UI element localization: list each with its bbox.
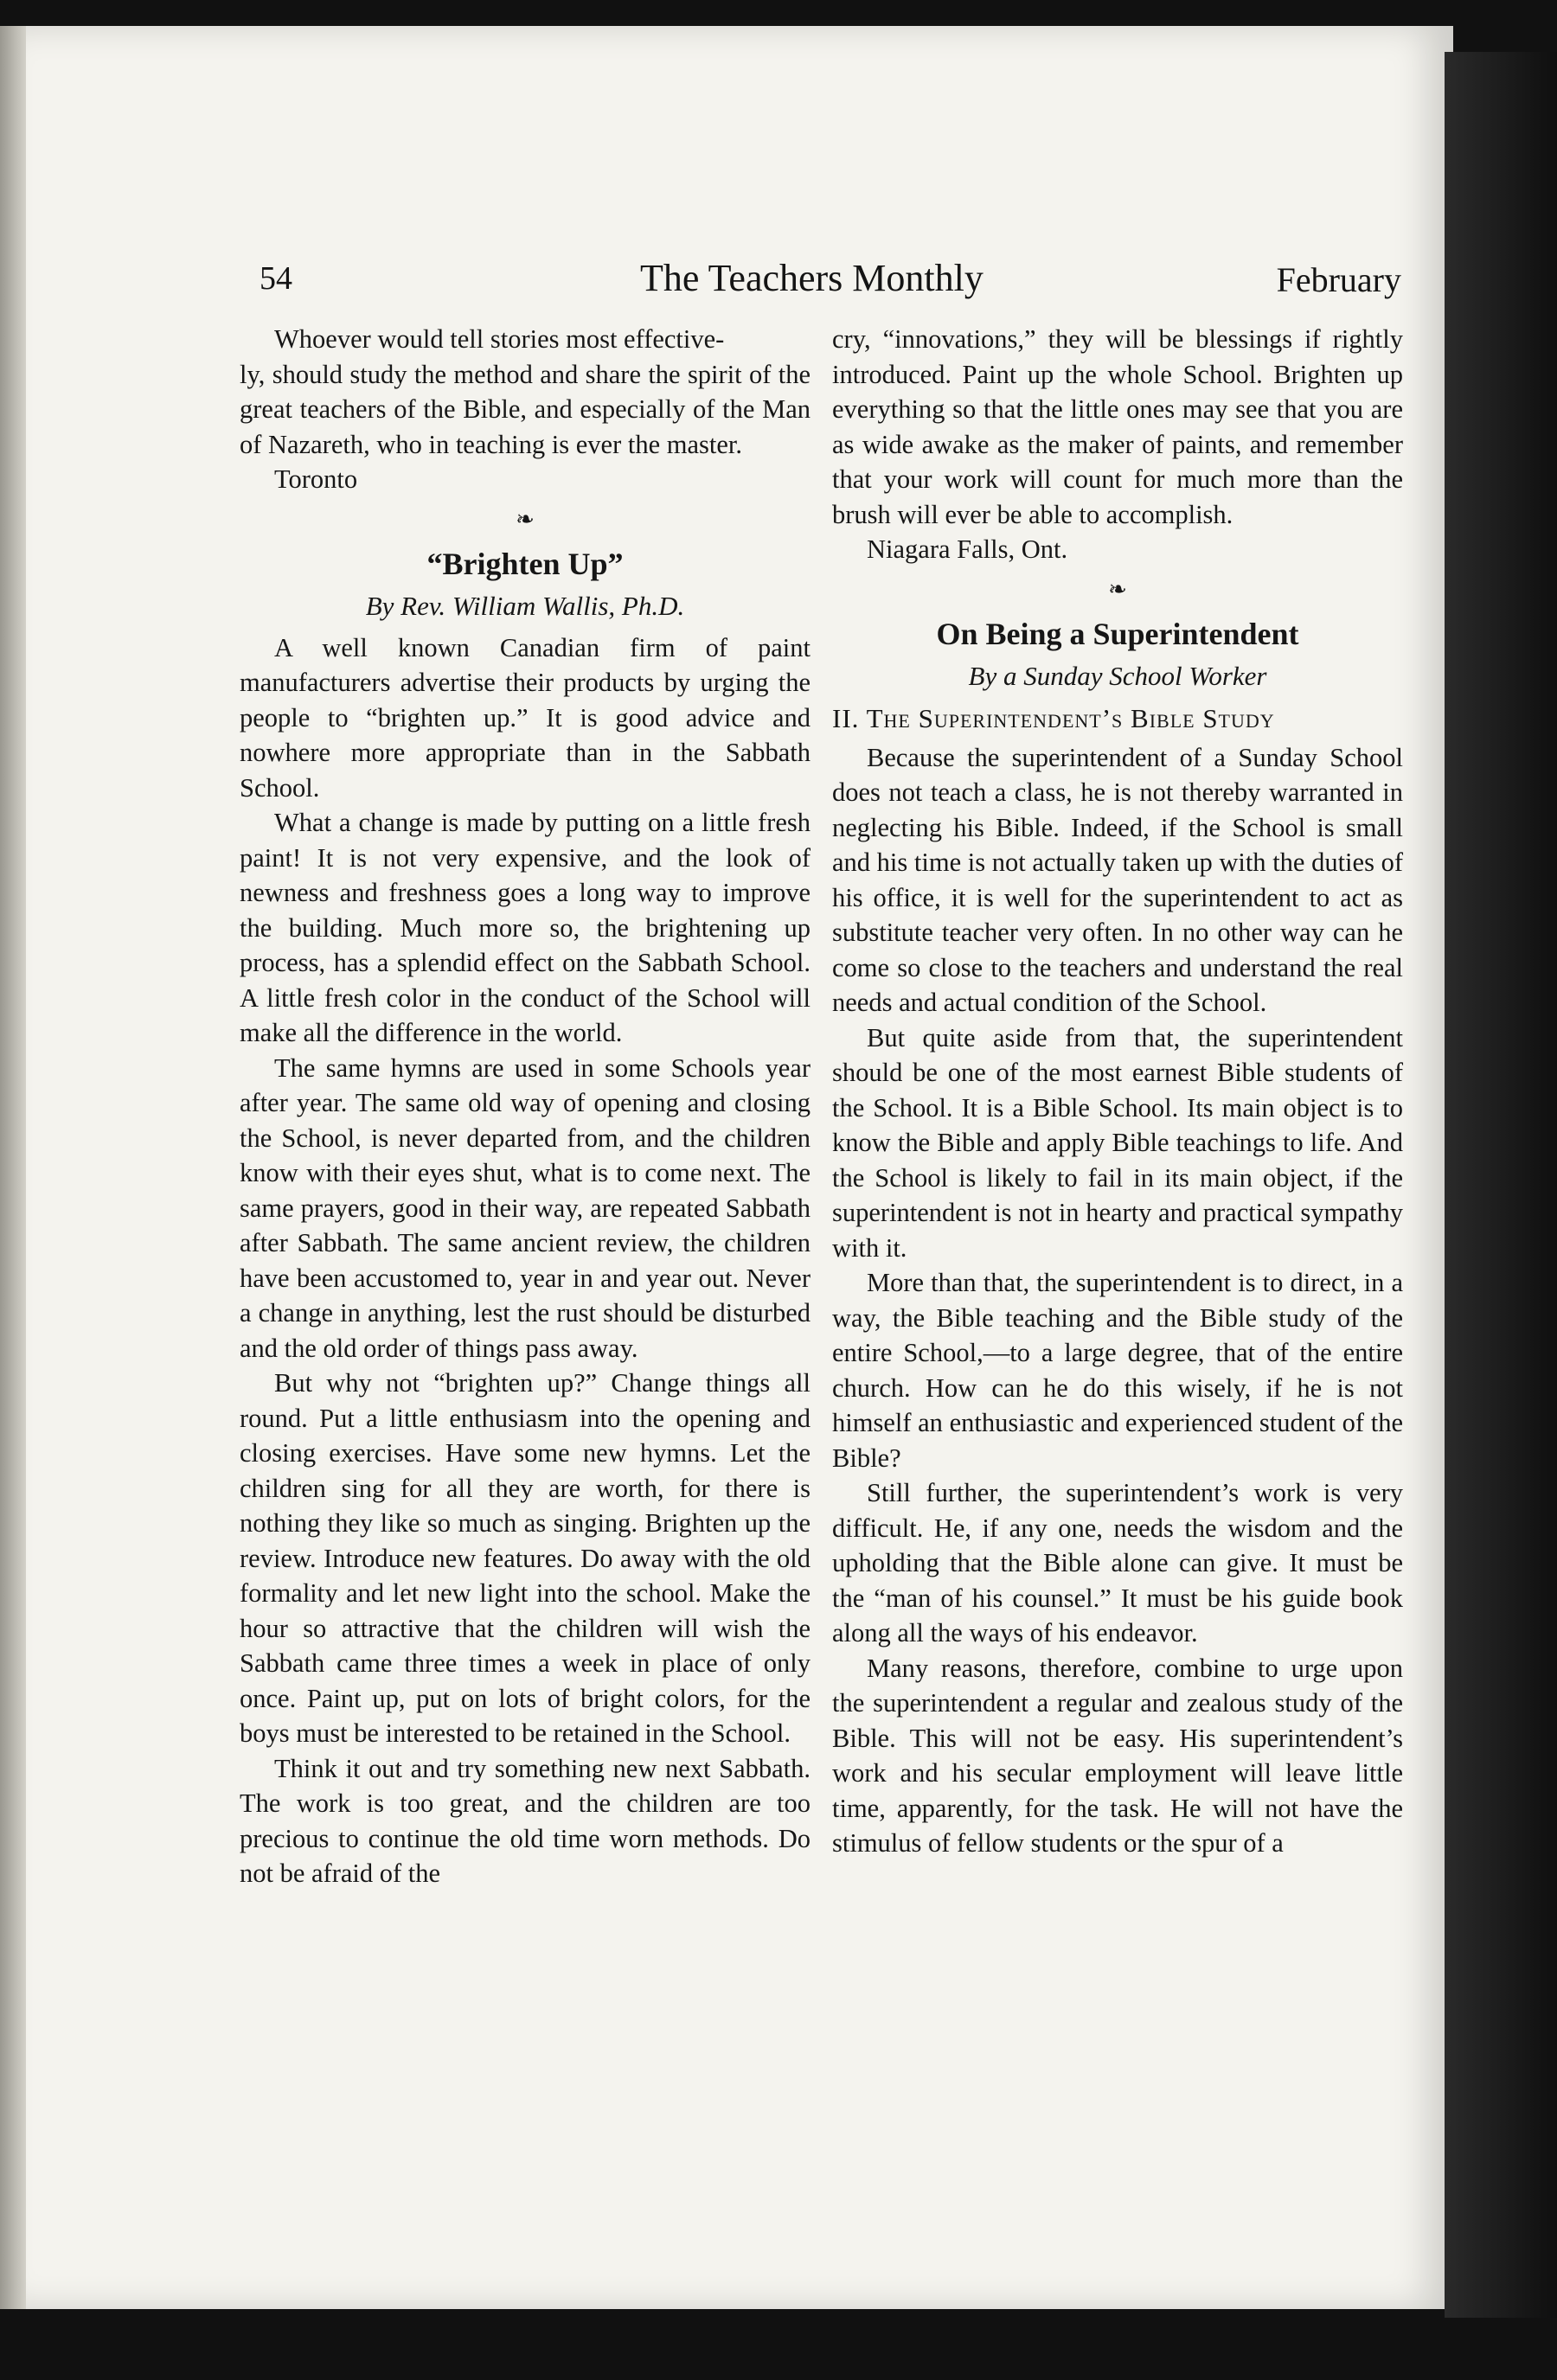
- body-paragraph: Many reasons, therefore, combine to urge upon the superintendent a regular and zealous study of the Bible. This will not be easy. His superintendent’s work and his secular employment will leave little time, apparently, for the task. He will not have the stimulus of fellow students or the spur of a: [832, 1653, 1403, 1858]
- left-column: [240, 322, 811, 1891]
- continuation-paragraph: cry, “innovations,” they will be blessings if rightly introduced. Paint up the whole School. Brighten up everything so that the little ones may see that you are as wide awake as the maker of paints, and remember that your work will count for much more than the brush will ever be able to accomplish.: [832, 324, 1403, 529]
- journal-title: The Teachers Monthly: [640, 257, 984, 299]
- body-paragraph: The same hymns are used in some Schools year after year. The same old way of opening and closing the School, is never departed from, and the children know with their eyes shut, what is to come next. The same prayers, good in their way, are repeated Sabbath after Sabbath. The same ancient review, the children have been accustomed to, year in and year out. Never a change in anything, lest the rust should be disturbed and the old order of things pass away.: [240, 1052, 811, 1363]
- fleuron-divider-icon: ❧: [516, 506, 535, 532]
- article-title: “Brighten Up”: [426, 546, 624, 581]
- fleuron-divider-icon: ❧: [1108, 576, 1127, 602]
- article-byline: By a Sunday School Worker: [968, 660, 1267, 691]
- right-column: [832, 322, 1403, 1861]
- body-paragraph: But quite aside from that, the superintendent should be one of the most earnest Bible students of the School. It is a Bible School. Its main object is to know the Bible and apply Bible teachings to life. And the School is likely to fail in its main object, if the superintendent is not in hearty and practical sympathy with it.: [832, 1022, 1403, 1263]
- running-header: [260, 259, 1401, 311]
- body-paragraph: What a change is made by putting on a little fresh paint! It is not very expensive, and the look of newness and freshness goes a long way to improve the building. Much more so, the brightening up process, has a splendid effect on the Sabbath School. A little fresh color in the conduct of the School will make all the difference in the world.: [240, 808, 811, 1047]
- body-paragraph: Because the superintendent of a Sunday School does not teach a class, he is not thereby warranted in neglecting his Bible. Indeed, if the School is small and his time is not actually taken up with the duties of his office, it is well for the superintendent to act as substitute teacher very often. In no other way can he come so close to the teachers and understand the real needs and actual condition of the School.: [832, 742, 1403, 1017]
- article-title: On Being a Superintendent: [936, 616, 1299, 651]
- body-paragraph: But why not “brighten up?” Change things all round. Put a little enthusiasm into the opening and closing exercises. Have some new hymns. Let the children sing for all they are worth, for there is nothing they like so much as singing. Brighten up the review. Introduce new features. Do away with the old formality and let new light into the school. Make the hour so attractive that the children will wish the Sabbath came three times a week in place of only once. Paint up, put on lots of bright colors, for the boys must be interested to be retained in the School.: [240, 1368, 811, 1748]
- article-byline: By Rev. William Wallis, Ph.D.: [365, 590, 685, 621]
- page-number: 54: [260, 260, 292, 297]
- intro-first-line: Whoever would tell stories most effective-: [274, 324, 725, 354]
- place-signoff: Niagara Falls, Ont.: [867, 534, 1068, 564]
- issue-month: February: [1276, 260, 1401, 299]
- page-edge-shadow: [1445, 52, 1557, 2318]
- body-paragraph: A well known Canadian firm of paint manufacturers advertise their products by urging the people to “brighten up.” It is good advice and nowhere more appropriate than in the Sabbath School.: [240, 632, 811, 803]
- section-heading: II. The Superintendent’s Bible Study: [832, 702, 1275, 733]
- body-paragraph: Still further, the superintendent’s work is very difficult. He, if any one, needs the wisdom and the upholding that the Bible alone can give. It must be the “man of his counsel.” It must be his guide book along all the ways of his endeavor.: [832, 1478, 1403, 1647]
- body-paragraph: More than that, the superintendent is to direct, in a way, the Bible teaching and the Bible study of the entire School,—to a large degree, that of the entire church. How can he do this wisely, if he is not himself an enthusiastic and experienced student of the Bible?: [832, 1268, 1403, 1473]
- body-paragraph: Think it out and try something new next Sabbath. The work is too great, and the children are too precious to continue the old time worn methods. Do not be afraid of the: [240, 1753, 811, 1888]
- intro-paragraph: ly, should study the method and share the spirit of the great teachers of the Bible, and especially of the Man of Nazareth, who in teaching is ever the master.: [240, 359, 811, 459]
- place-signoff: Toronto: [274, 464, 358, 494]
